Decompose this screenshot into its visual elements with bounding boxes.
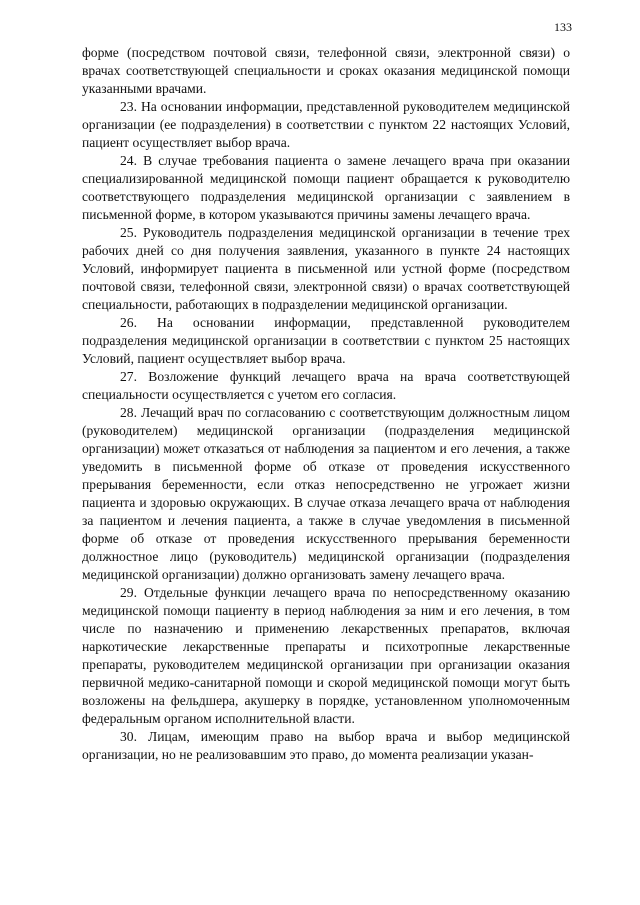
paragraph-27: 27. Возложение функций лечащего врача на врача соответствующей специальности осуществляется с учетом его согласия. xyxy=(82,369,570,402)
paragraph-23: 23. На основании информации, представленной руководителем медицинской организации (ее подразделения) в соответствии с пунктом 22 настоящих Условий, пациент осуществляет выбор врача. xyxy=(82,99,570,150)
paragraph-25: 25. Руководитель подразделения медицинской организации в течение трех рабочих дней со дня получения заявления, указанного в пункте 24 настоящих Условий, информирует пациента в письменной или устной форме (посредством почтовой связи, телефонной связи, электронной связи) о врачах соответствующей специальности, работающих в подразделении медицинской организации. xyxy=(82,225,570,312)
paragraph-28: 28. Лечащий врач по согласованию с соответствующим должностным лицом (руководителем) медицинской организации (подразделения медицинской организации) может отказаться от наблюдения за пациентом и его лечения, а также уведомить в письменной форме об отказе от проведения искусственного прерывания беременности, если отказ непосредственно не угрожает жизни пациента и здоровью окружающих. В случае отказа лечащего врача от наблюдения за пациентом и лечения пациента, а также в случае уведомления в письменной форме об отказе от проведения искусственного прерывания беременности должностное лицо (руководитель) медицинской организации (подразделения медицинской организации) должно организовать замену лечащего врача. xyxy=(82,405,570,582)
paragraph-continuation: форме (посредством почтовой связи, телефонной связи, электронной связи) о врачах соответствующей специальности и сроках оказания медицинской помощи указанными врачами. xyxy=(82,45,570,96)
paragraph-24: 24. В случае требования пациента о замене лечащего врача при оказании специализированной медицинской помощи пациент обращается к руководителю соответствующего подразделения медицинской организации с заявлением в письменной форме, в котором указываются причины замены лечащего врача. xyxy=(82,153,570,222)
page-number: 133 xyxy=(554,20,572,34)
document-body xyxy=(82,44,570,764)
paragraph-30: 30. Лицам, имеющим право на выбор врача и выбор медицинской организации, но не реализовавшим это право, до момента реализации указан- xyxy=(82,729,570,762)
paragraph-26: 26. На основании информации, представленной руководителем подразделения медицинской организации в соответствии с пунктом 25 настоящих Условий, пациент осуществляет выбор врача. xyxy=(82,315,570,366)
paragraph-29: 29. Отдельные функции лечащего врача по непосредственному оказанию медицинской помощи пациенту в период наблюдения за ним и его лечения, в том числе по назначению и применению лекарственных препаратов, включая наркотические лекарственные препараты и психотропные лекарственные препараты, руководителем медицинской организации при организации оказания первичной медико-санитарной помощи и скорой медицинской помощи могут быть возложены на фельдшера, акушерку в порядке, установленном уполномоченным федеральным органом исполнительной власти. xyxy=(82,585,570,726)
